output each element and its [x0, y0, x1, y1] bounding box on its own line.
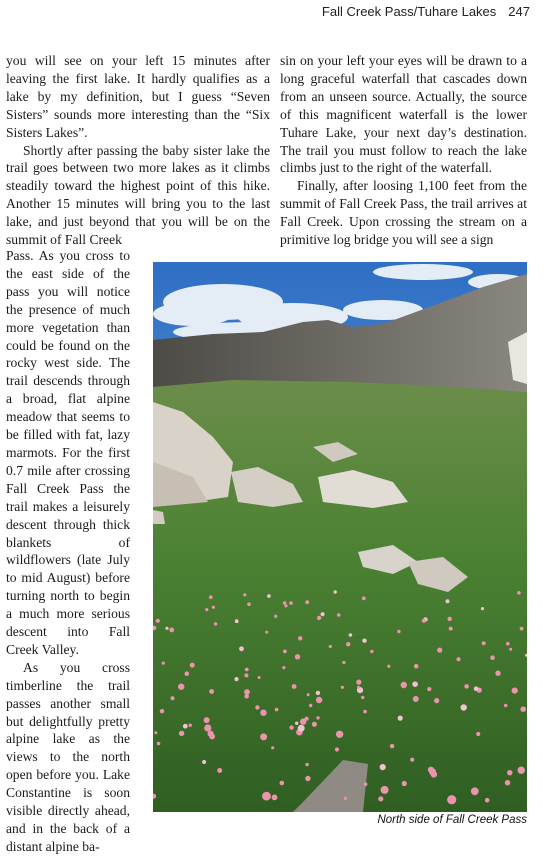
right-column	[280, 52, 527, 249]
running-header-title: Fall Creek Pass/Tuhare Lakes	[321, 4, 497, 19]
photo-fall-creek-pass	[153, 262, 527, 812]
photo-caption: North side of Fall Creek Pass	[377, 814, 527, 826]
left-paragraph-2: Shortly after passing the baby sister lake the trail goes between two more lakes as it climbs steadily toward the highest point of this hike. Another 15 minutes will bring you to the last lake, and just beyond that you will be on the summit of Fall Creek	[6, 142, 270, 248]
narrow-column	[6, 247, 130, 856]
narrow-paragraph-1: Pass. As you cross to the east side of the pass you will notice the presence of much more vegetation than could be found on the rocky west side. The trail descends through a broad, flat alpine meadow that seems to be filled with fat, lazy marmots. For the first 0.7 mile after crossing Fall Creek Pass the trail makes a leisurely descent through thick blankets of wildflowers (late July to mid August) before turning north to begin a much more serious descent into Fall Creek Valley.	[6, 248, 130, 657]
right-paragraph-2: Finally, after loosing 1,100 feet from the summit of Fall Creek Pass, the trail arrives at Fall Creek. Upon crossing the stream on a primitive log bridge you will see a sign	[280, 178, 527, 248]
running-header	[0, 4, 530, 19]
photo-illustration	[153, 262, 527, 812]
page-number: 247	[508, 4, 530, 19]
narrow-paragraph-2: As you cross timberline the trail passes another small but delightfully pretty alpine lake as the views to the north open before you. Lake Constantine is soon visible directly ahead, and in the back of a distant alpine ba-	[6, 659, 130, 854]
left-paragraph-1: you will see on your left 15 minutes after leaving the first lake. It hardly qualifies as a lake by my definition, but I guess “Seven Sisters” sounds more interesting than the “Six Sisters Lakes”.	[6, 53, 270, 140]
left-column	[6, 52, 270, 249]
right-paragraph-1: sin on your left your eyes will be drawn to a long graceful waterfall that cascades down from an unseen source. Actually, the source of this magnificent waterfall is the lower Tuhare Lake, your next day’s destination. The trail you must follow to reach the lake climbs just to the right of the waterfall.	[280, 53, 527, 176]
